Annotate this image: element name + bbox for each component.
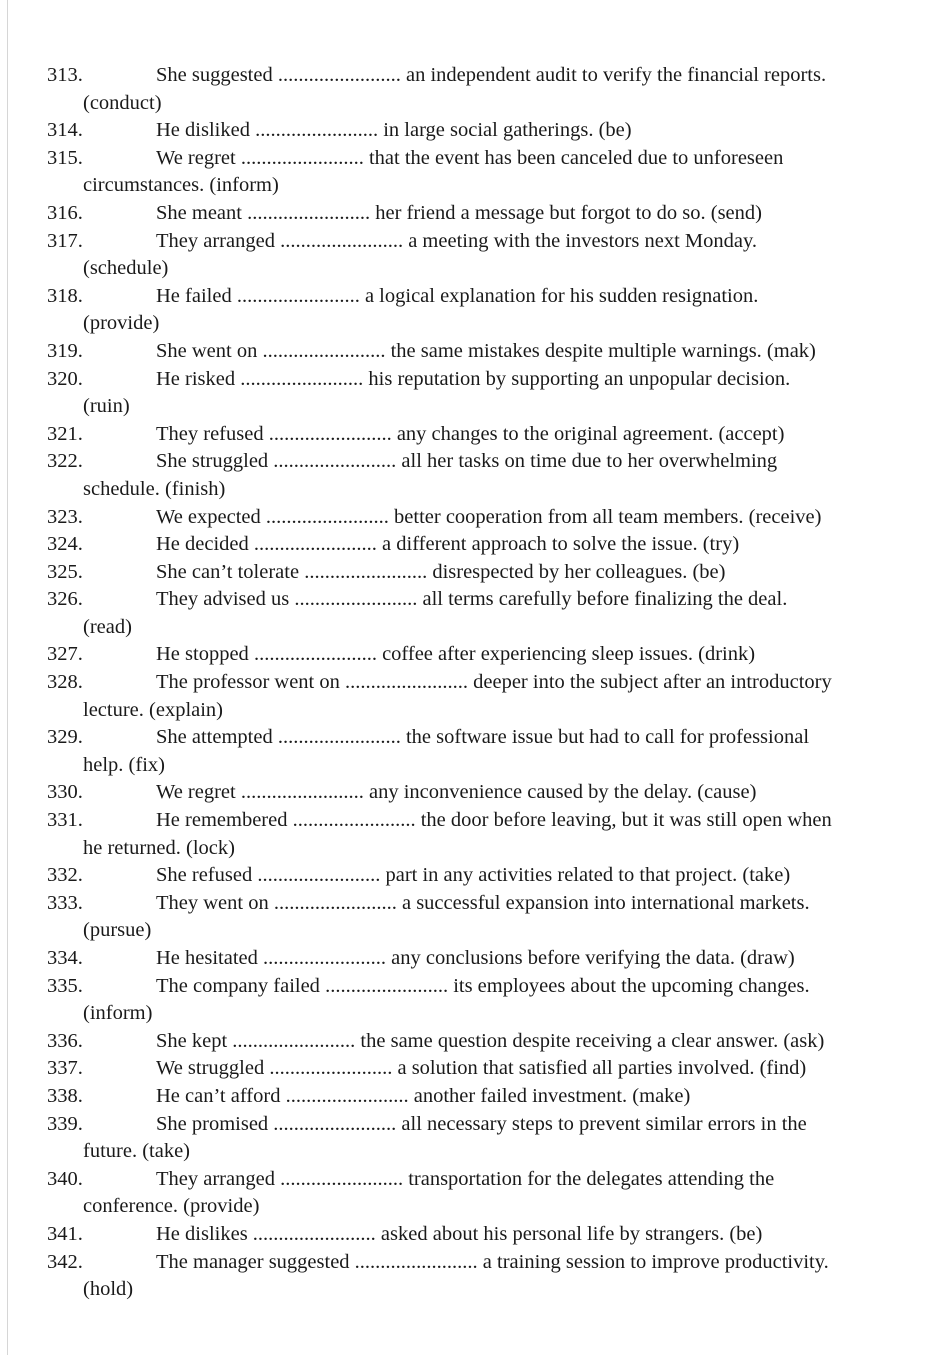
sentence-end: a meeting with the investors next Monday. xyxy=(408,229,758,252)
sentence-start: She suggested xyxy=(156,64,273,86)
exercise-item xyxy=(47,338,946,366)
sentence-continuation: circumstances. (inform) xyxy=(83,174,279,197)
exercise-item xyxy=(47,807,946,862)
sentence-end: its employees about the upcoming changes. xyxy=(453,974,810,997)
sentence-end: deeper into the subject after an introductory xyxy=(473,671,832,694)
sentence-continuation: help. (fix) xyxy=(83,753,165,776)
answer-blank: ........................ xyxy=(280,229,404,252)
sentence-continuation: (inform) xyxy=(83,1002,153,1025)
sentence-start: He remembered xyxy=(156,809,288,832)
sentence-end: her friend a message but forgot to do so. (send) xyxy=(375,201,762,224)
sentence-continuation: he returned. (lock) xyxy=(83,836,235,859)
exercise-item xyxy=(47,1111,946,1166)
answer-blank: ........................ xyxy=(273,1112,397,1135)
item-number: 337. xyxy=(47,1057,83,1080)
exercise-line xyxy=(47,228,946,256)
answer-blank: ........................ xyxy=(262,339,386,362)
sentence-continuation: (pursue) xyxy=(83,919,152,942)
sentence-start: He decided xyxy=(156,533,249,556)
exercise-item xyxy=(47,779,946,807)
item-number: 338. xyxy=(47,1084,83,1107)
answer-blank: ........................ xyxy=(255,119,379,142)
item-number: 313. xyxy=(47,64,83,86)
answer-blank: ........................ xyxy=(268,422,392,445)
sentence-start: She meant xyxy=(156,201,242,224)
exercise-line xyxy=(47,669,946,697)
answer-blank: ........................ xyxy=(292,809,416,832)
sentence-end: any inconvenience caused by the delay. (cause) xyxy=(368,781,757,804)
sentence-end: transportation for the delegates attending the xyxy=(408,1167,775,1190)
sentence-end: a training session to improve productivity. xyxy=(482,1250,829,1273)
sentence-start: He stopped xyxy=(156,643,249,666)
exercise-line xyxy=(47,586,946,614)
sentence-start: We expected xyxy=(156,505,261,528)
exercise-item xyxy=(47,1083,946,1111)
exercise-item xyxy=(47,448,946,503)
item-number: 335. xyxy=(47,974,83,997)
item-number: 341. xyxy=(47,1222,83,1245)
sentence-continuation: (read) xyxy=(83,615,132,638)
item-number: 316. xyxy=(47,201,83,224)
answer-blank: ........................ xyxy=(232,1029,356,1052)
answer-blank: ........................ xyxy=(294,588,418,611)
sentence-end: in large social gatherings. (be) xyxy=(383,119,632,142)
sentence-continuation: (provide) xyxy=(83,312,160,335)
exercise-line xyxy=(47,1221,946,1249)
exercise-item xyxy=(47,724,946,779)
answer-blank: ........................ xyxy=(253,643,377,666)
exercise-item xyxy=(47,586,946,641)
exercise-item xyxy=(47,890,946,945)
item-number: 326. xyxy=(47,588,83,611)
exercise-item xyxy=(47,62,946,117)
item-number: 319. xyxy=(47,339,83,362)
exercise-line xyxy=(47,1083,946,1111)
exercise-line xyxy=(47,62,946,90)
sentence-start: We regret xyxy=(156,781,236,804)
sentence-end: all her tasks on time due to her overwhelming xyxy=(401,450,778,473)
exercise-line xyxy=(47,531,946,559)
item-number: 331. xyxy=(47,809,83,832)
exercise-item xyxy=(47,531,946,559)
sentence-end: part in any activities related to that project. (take) xyxy=(385,864,791,887)
exercise-line xyxy=(47,1028,946,1056)
exercise-line xyxy=(47,283,946,311)
answer-blank: ........................ xyxy=(304,560,428,583)
sentence-start: We regret xyxy=(156,146,236,169)
sentence-end: better cooperation from all team members. (receive) xyxy=(394,505,822,528)
exercise-item xyxy=(47,1028,946,1056)
sentence-start: He failed xyxy=(156,284,232,307)
sentence-start: She promised xyxy=(156,1112,269,1135)
sentence-end: another failed investment. (make) xyxy=(413,1084,691,1107)
exercise-item xyxy=(47,366,946,421)
sentence-start: She kept xyxy=(156,1029,228,1052)
sentence-start: He risked xyxy=(156,367,236,390)
answer-blank: ........................ xyxy=(273,891,397,914)
exercise-item xyxy=(47,145,946,200)
sentence-start: She refused xyxy=(156,864,253,887)
item-number: 342. xyxy=(47,1250,83,1273)
sentence-end: all terms carefully before finalizing the deal. xyxy=(422,588,788,611)
sentence-end: coffee after experiencing sleep issues. (drink) xyxy=(382,643,756,666)
exercise-line xyxy=(47,1055,946,1083)
answer-blank: ........................ xyxy=(236,284,360,307)
sentence-start: He can’t afford xyxy=(156,1084,281,1107)
exercise-line xyxy=(47,448,946,476)
answer-blank: ........................ xyxy=(247,201,371,224)
answer-blank: ........................ xyxy=(240,146,364,169)
item-number: 318. xyxy=(47,284,83,307)
exercise-line xyxy=(47,807,946,835)
answer-blank: ........................ xyxy=(325,974,449,997)
sentence-continuation: schedule. (finish) xyxy=(83,477,226,500)
answer-blank: ........................ xyxy=(277,726,401,749)
exercise-item xyxy=(47,228,946,283)
answer-blank: ........................ xyxy=(280,1167,404,1190)
answer-blank: ........................ xyxy=(257,864,381,887)
answer-blank: ........................ xyxy=(285,1084,409,1107)
sentence-end: his reputation by supporting an unpopular decision. xyxy=(368,367,791,390)
exercise-item xyxy=(47,973,946,1028)
answer-blank: ........................ xyxy=(240,781,364,804)
exercise-item xyxy=(47,117,946,145)
sentence-continuation: (hold) xyxy=(83,1278,134,1301)
sentence-end: asked about his personal life by strangers. (be) xyxy=(380,1222,763,1245)
exercise-line xyxy=(47,338,946,366)
sentence-continuation: (conduct) xyxy=(83,91,162,114)
item-number: 328. xyxy=(47,671,83,694)
exercise-line xyxy=(47,145,946,173)
item-number: 329. xyxy=(47,726,83,749)
sentence-start: They arranged xyxy=(156,229,275,252)
item-number: 330. xyxy=(47,781,83,804)
sentence-end: the same question despite receiving a clear answer. (ask) xyxy=(360,1029,825,1052)
exercise-line xyxy=(47,559,946,587)
item-number: 315. xyxy=(47,146,83,169)
sentence-end: any changes to the original agreement. (accept) xyxy=(396,422,785,445)
exercise-line xyxy=(47,779,946,807)
exercise-line xyxy=(47,366,946,394)
sentence-end: disrespected by her colleagues. (be) xyxy=(432,560,726,583)
sentence-end: the same mistakes despite multiple warnings. (mak) xyxy=(390,339,816,362)
exercise-line xyxy=(47,1249,946,1277)
sentence-continuation: (ruin) xyxy=(83,395,130,418)
sentence-end: a logical explanation for his sudden resignation. xyxy=(364,284,759,307)
answer-blank: ........................ xyxy=(263,947,387,969)
exercise-item xyxy=(47,1249,946,1304)
sentence-start: The company failed xyxy=(156,974,320,997)
item-number: 321. xyxy=(47,422,83,445)
exercise-item xyxy=(47,641,946,669)
exercise-line xyxy=(47,724,946,752)
exercise-item xyxy=(47,559,946,587)
sentence-end: a solution that satisfied all parties involved. (find) xyxy=(397,1057,807,1080)
sentence-start: He hesitated xyxy=(156,947,258,969)
exercise-line xyxy=(47,117,946,145)
item-number: 332. xyxy=(47,864,83,887)
answer-blank: ........................ xyxy=(354,1250,478,1273)
exercise-line xyxy=(47,973,946,1001)
item-number: 325. xyxy=(47,560,83,583)
exercise-line xyxy=(47,945,946,973)
item-number: 320. xyxy=(47,367,83,390)
item-number: 333. xyxy=(47,891,83,914)
sentence-start: They arranged xyxy=(156,1167,275,1190)
exercise-item xyxy=(47,862,946,890)
exercise-line xyxy=(47,890,946,918)
exercise-line xyxy=(47,421,946,449)
sentence-start: The manager suggested xyxy=(156,1250,350,1273)
sentence-start: The professor went on xyxy=(156,671,340,694)
answer-blank: ........................ xyxy=(345,671,469,694)
sentence-start: They advised us xyxy=(156,588,290,611)
exercise-list xyxy=(47,62,946,1304)
item-number: 327. xyxy=(47,643,83,666)
item-number: 336. xyxy=(47,1029,83,1052)
item-number: 317. xyxy=(47,229,83,252)
answer-blank: ........................ xyxy=(252,1222,376,1245)
item-number: 322. xyxy=(47,450,83,473)
sentence-end: that the event has been canceled due to unforeseen xyxy=(368,146,784,169)
exercise-item xyxy=(47,421,946,449)
sentence-end: all necessary steps to prevent similar errors in the xyxy=(401,1112,807,1135)
item-number: 334. xyxy=(47,947,83,969)
answer-blank: ........................ xyxy=(253,533,377,556)
exercise-item xyxy=(47,1221,946,1249)
sentence-continuation: future. (take) xyxy=(83,1140,190,1163)
item-number: 340. xyxy=(47,1167,83,1190)
exercise-item xyxy=(47,1055,946,1083)
exercise-item xyxy=(47,945,946,973)
sentence-end: the software issue but had to call for professional xyxy=(405,726,810,749)
exercise-item xyxy=(47,1166,946,1221)
sentence-start: She struggled xyxy=(156,450,269,473)
exercise-line xyxy=(47,1166,946,1194)
item-number: 314. xyxy=(47,119,83,142)
page-edge-line xyxy=(7,0,8,1355)
exercise-item xyxy=(47,669,946,724)
answer-blank: ........................ xyxy=(269,1057,393,1080)
answer-blank: ........................ xyxy=(273,450,397,473)
exercise-line xyxy=(47,862,946,890)
sentence-continuation: lecture. (explain) xyxy=(83,698,224,721)
sentence-start: He dislikes xyxy=(156,1222,248,1245)
answer-blank: ........................ xyxy=(240,367,364,390)
sentence-start: We struggled xyxy=(156,1057,265,1080)
sentence-end: an independent audit to verify the financial reports. xyxy=(405,64,827,86)
exercise-item xyxy=(47,283,946,338)
exercise-line xyxy=(47,504,946,532)
item-number: 339. xyxy=(47,1112,83,1135)
sentence-end: a successful expansion into international markets. xyxy=(401,891,810,914)
exercise-item xyxy=(47,504,946,532)
exercise-line xyxy=(47,200,946,228)
sentence-start: She went on xyxy=(156,339,258,362)
item-number: 324. xyxy=(47,533,83,556)
item-number: 323. xyxy=(47,505,83,528)
answer-blank: ........................ xyxy=(265,505,389,528)
sentence-start: They refused xyxy=(156,422,264,445)
sentence-start: They went on xyxy=(156,891,269,914)
sentence-end: a different approach to solve the issue. (try) xyxy=(382,533,740,556)
sentence-start: She attempted xyxy=(156,726,273,749)
sentence-continuation: conference. (provide) xyxy=(83,1195,260,1218)
exercise-item xyxy=(47,200,946,228)
exercise-line xyxy=(47,1111,946,1139)
sentence-start: She can’t tolerate xyxy=(156,560,300,583)
answer-blank: ........................ xyxy=(277,64,401,86)
sentence-start: He disliked xyxy=(156,119,250,142)
sentence-end: the door before leaving, but it was still open when xyxy=(420,809,832,832)
exercise-line xyxy=(47,641,946,669)
sentence-end: any conclusions before verifying the data. (draw) xyxy=(391,947,795,969)
sentence-continuation: (schedule) xyxy=(83,257,169,280)
